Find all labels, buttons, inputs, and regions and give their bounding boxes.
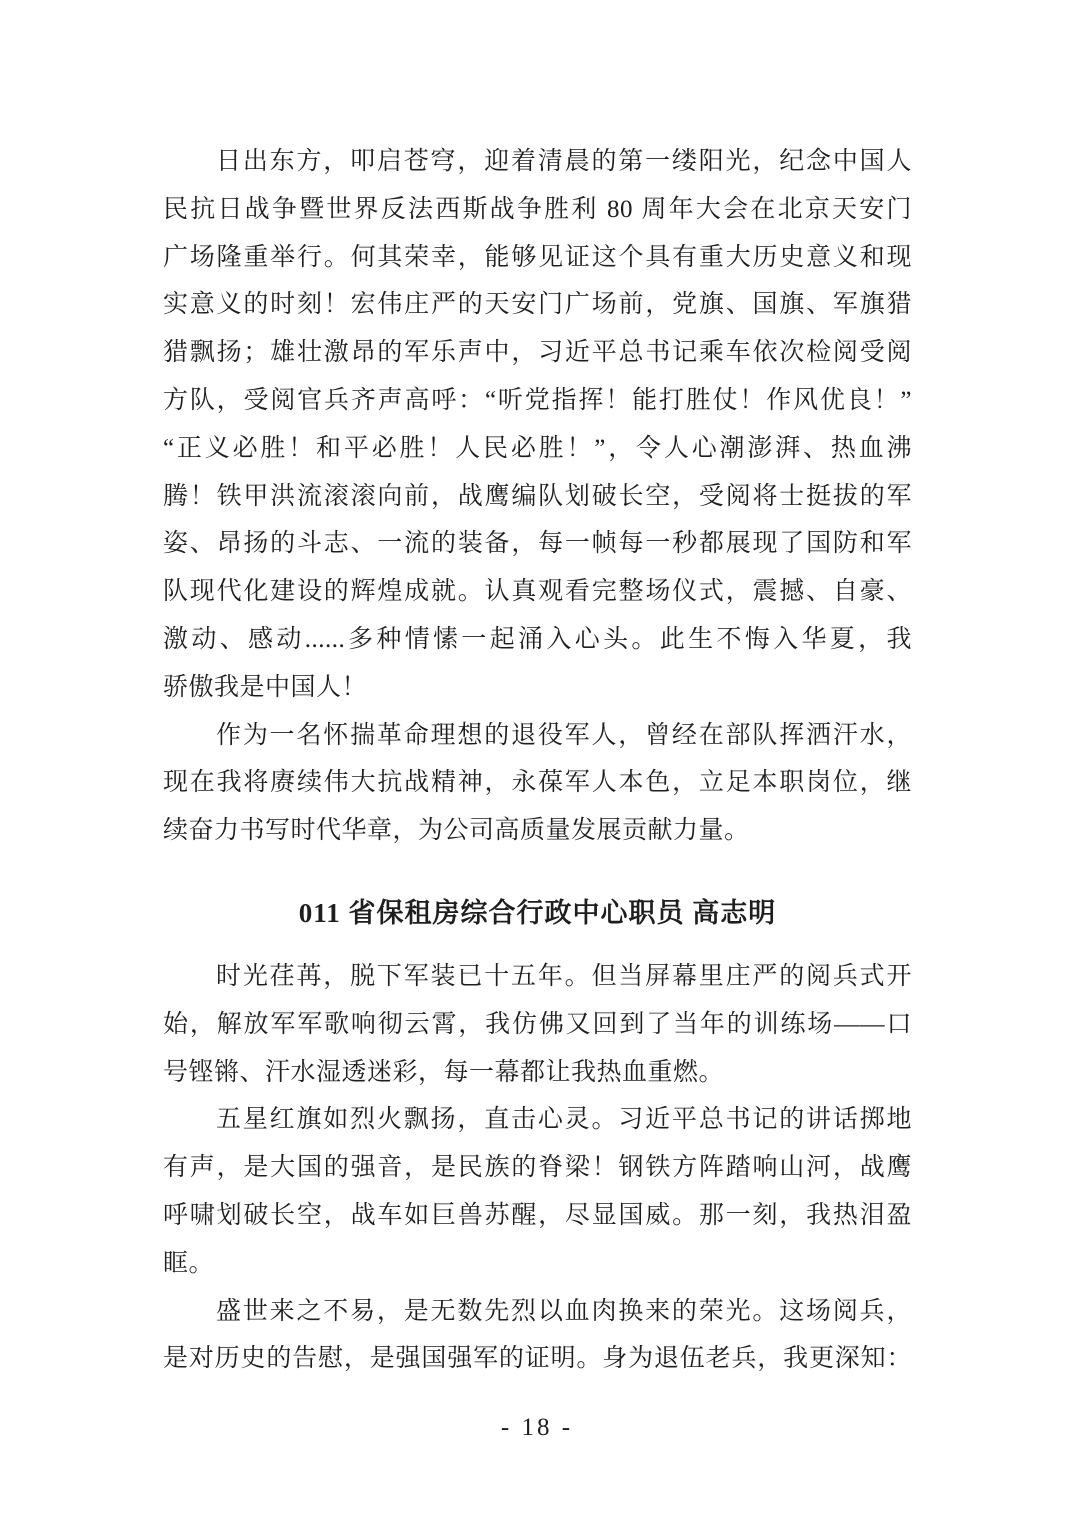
text-line: “正义必胜！和平必胜！人民必胜！”，令人心潮澎湃、热血沸: [163, 434, 912, 462]
text-line: 姿、昂扬的斗志、一流的装备，每一帧每一秒都展现了国防和军: [163, 530, 912, 558]
text-line: 眶。: [163, 1249, 215, 1277]
text-line: 现在我将赓续伟大抗战精神，永葆军人本色，立足本职岗位，继: [163, 769, 912, 797]
document-body: [163, 138, 912, 1383]
text-line: 号铿锵、汗水湿透迷彩，每一幕都让我热血重燃。: [163, 1058, 725, 1086]
text-line: 实意义的时刻！宏伟庄严的天安门广场前，党旗、国旗、军旗猎: [163, 291, 912, 319]
text-line: 腾！铁甲洪流滚滚向前，战鹰编队划破长空，受阅将士挺拔的军: [163, 482, 912, 510]
text-line: 是对历史的告慰，是强国强军的证明。身为退伍老兵，我更深知：: [163, 1345, 912, 1373]
text-line: 时光荏苒，脱下军装已十五年。但当屏幕里庄严的阅兵式开: [216, 962, 912, 990]
text-line: 激动、感动......多种情愫一起涌入心头。此生不悔入华夏，我: [163, 625, 912, 653]
page-number: - 18 -: [500, 1414, 574, 1441]
text-line: 五星红旗如烈火飘扬，直击心灵。习近平总书记的讲话掷地: [216, 1106, 912, 1134]
text-line: 骄傲我是中国人！: [163, 673, 368, 701]
text-line: 方队，受阅官兵齐声高呼：“听党指挥！能打胜仗！作风优良！”: [163, 386, 912, 414]
text-line: 日出东方，叩启苍穹，迎着清晨的第一缕阳光，纪念中国人: [216, 148, 912, 175]
text-line: 民抗日战争暨世界反法西斯战争胜利 80 周年大会在北京天安门: [163, 195, 912, 223]
text-line: 呼啸划破长空，战车如巨兽苏醒，尽显国威。那一刻，我热泪盈: [163, 1201, 912, 1229]
text-line: 队现代化建设的辉煌成就。认真观看完整场仪式，震撼、自豪、: [163, 578, 912, 606]
text-line: 续奋力书写时代华章，为公司高质量发展贡献力量。: [163, 817, 750, 845]
text-line: 广场隆重举行。何其荣幸，能够见证这个具有重大历史意义和现: [163, 243, 912, 271]
text-line: 始，解放军军歌响彻云霄，我仿佛又回到了当年的训练场——口: [163, 1010, 912, 1038]
text-line: 作为一名怀揣革命理想的退役军人，曾经在部队挥洒汗水，: [216, 721, 912, 749]
text-line: 盛世来之不易，是无数先烈以血肉换来的荣光。这场阅兵，: [216, 1297, 912, 1325]
section-heading: 011 省保租房综合行政中心职员 高志明: [298, 897, 777, 928]
text-line: 猎飘扬；雄壮激昂的军乐声中，习近平总书记乘车依次检阅受阅: [163, 339, 912, 367]
text-line: 有声，是大国的强音，是民族的脊梁！钢铁方阵踏响山河，战鹰: [163, 1154, 912, 1182]
